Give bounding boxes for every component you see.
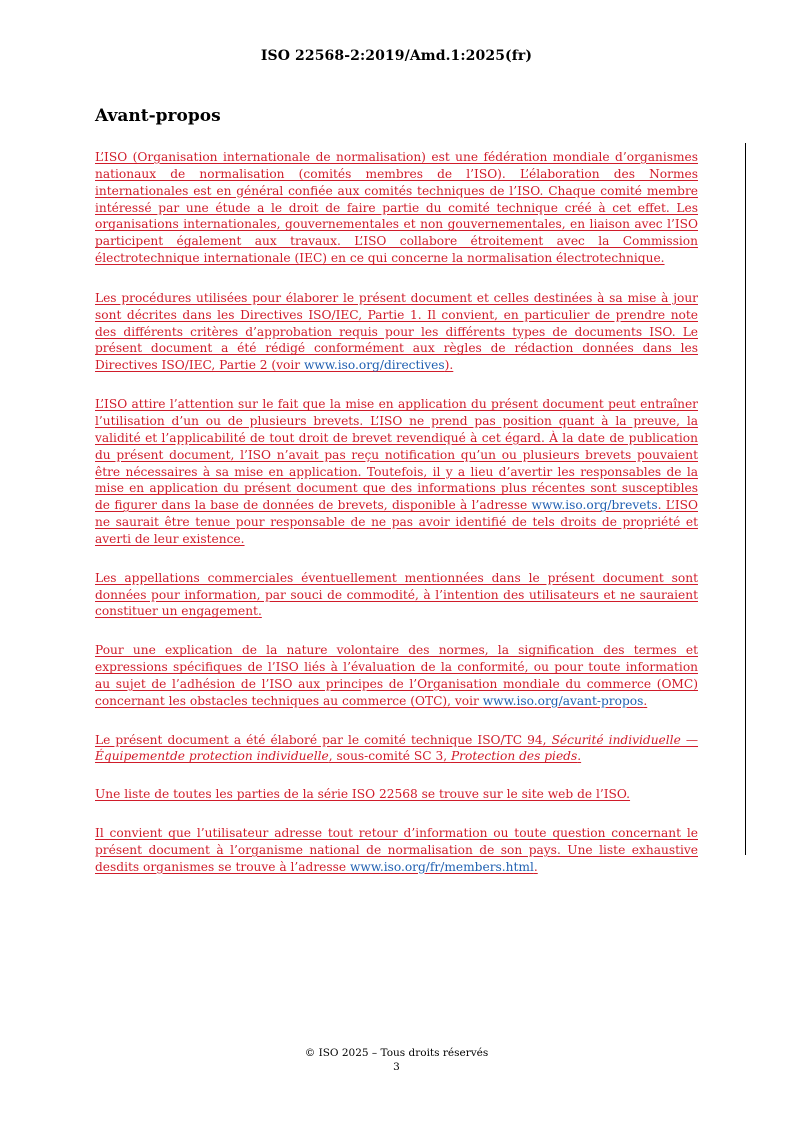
directives-link[interactable]: www.iso.org/directives — [304, 358, 445, 373]
page-footer — [0, 1046, 793, 1074]
document-header: ISO 22568-2:2019/Amd.1:2025(fr) — [260, 48, 533, 64]
page-number: 3 — [393, 1061, 400, 1073]
section-title: Avant-propos — [95, 106, 221, 126]
paragraph-text: ). — [444, 358, 454, 373]
patents-link[interactable]: www.iso.org/brevets — [531, 498, 658, 513]
paragraph-procedures — [95, 290, 698, 374]
foreword-body — [95, 149, 698, 893]
foreword-link[interactable]: www.iso.org/avant-propos — [482, 693, 644, 708]
change-bar — [745, 143, 746, 855]
paragraph-text: . L’ISO ne saurait être tenue pour responsable de ne pas avoir identifié de tels droits de propriété et averti de leur existence. — [95, 498, 698, 546]
paragraph-text: . — [533, 859, 538, 874]
copyright-notice: © ISO 2025 – Tous droits réservés — [304, 1047, 489, 1059]
paragraph-series-list: Une liste de toutes les parties de la série ISO 22568 se trouve sur le site web de l’ISO. — [95, 787, 631, 802]
paragraph-feedback — [95, 825, 698, 876]
members-link[interactable]: www.iso.org/fr/members.html — [349, 859, 534, 874]
subcommittee-title: Protection des pieds — [450, 749, 578, 764]
paragraph-voluntary-nature — [95, 642, 698, 709]
paragraph-text: Pour une explication de la nature volontaire des normes, la signification des termes et expressions spécifiques de l’ISO liés à l’évaluation de la conformité, ou pour toute information au sujet de l’adhésion de l’ISO aux principes de l’Organisation mondiale du commerce (OMC) concernant les obstacles techniques au commerce (OTC), voir — [95, 643, 698, 708]
paragraph-patents — [95, 396, 698, 548]
paragraph-text: Les procédures utilisées pour élaborer le présent document et celles destinées à sa mise à jour sont décrites dans les Directives ISO/IEC, Partie 1. Il convient, en particulier de prendre note des différents critères d’approbation requis pour les différents types de documents ISO. Le présent document a été rédigé conformément aux règles de rédaction données dans les Directives ISO/IEC, Partie 2 (voir — [95, 290, 698, 373]
paragraph-committee — [95, 732, 698, 766]
paragraph-text: Le présent document a été élaboré par le comité technique ISO/TC 94, — [95, 732, 552, 747]
paragraph-text: , sous-comité SC 3, — [328, 749, 451, 764]
paragraph-text: . — [643, 693, 648, 708]
paragraph-text: L’ISO attire l’attention sur le fait que la mise en application du présent document peut entraîner l’utilisation d’un ou de plusieurs brevets. L’ISO ne prend pas position quant à la preuve, la validité et l’applicabilité de tout droit de brevet revendiqué à cet égard. À la date de publication du présent document, l’ISO n’avait pas reçu notification qu’un ou plusieurs brevets pouvaient être nécessaires à sa mise en application. Toutefois, il y a lieu d’avertir les responsables de la mise en application du présent document que des informations plus récentes sont susceptibles de figurer dans la base de données de brevets, disponible à l’adresse — [95, 397, 698, 513]
paragraph-iso-intro: L’ISO (Organisation internationale de normalisation) est une fédération mondiale d’organismes nationaux de normalisation (comités membres de l’ISO). L’élaboration des Normes internationales est en général confiée aux comités techniques de l’ISO. Chaque comité membre intéressé par une étude a le droit de faire partie du comité technique créé à cet effet. Les organisations internationales, gouvernementales et non gouvernementales, en liaison avec l’ISO participent également aux travaux. L’ISO collabore étroitement avec la Commission électrotechnique internationale (IEC) en ce qui concerne la normalisation électrotechnique. — [95, 150, 698, 266]
paragraph-text: . — [577, 749, 582, 764]
paragraph-text: Il convient que l’utilisateur adresse tout retour d’information ou toute question concernant le présent document à l’organisme national de normalisation de son pays. Une liste exhaustive desdits organismes se trouve à l’adresse — [95, 826, 698, 874]
committee-title: Sécurité individuelle — Équipementde protection individuelle — [95, 732, 699, 764]
paragraph-trade-names: Les appellations commerciales éventuellement mentionnées dans le présent document sont données pour information, par souci de commodité, à l’intention des utilisateurs et ne sauraient constituer un engagement. — [95, 570, 698, 619]
